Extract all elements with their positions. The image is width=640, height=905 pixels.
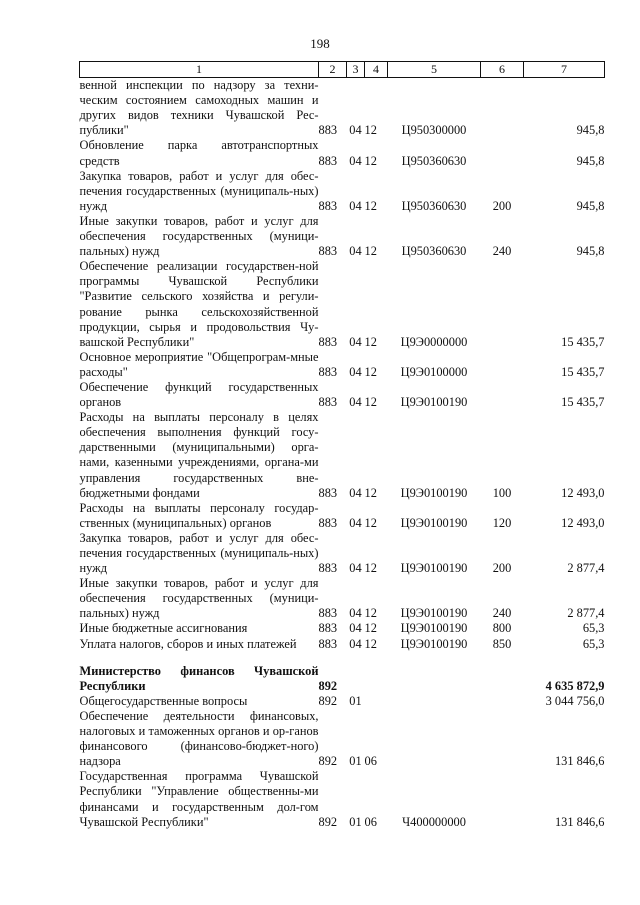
row-section: 04 xyxy=(349,244,362,259)
row-target-article: Ц9Э0000000 xyxy=(400,334,468,349)
row-ministry-code: 883 xyxy=(318,198,338,213)
row-description: Иные закупки товаров, работ и услуг для обеспечения государственных (муници-пальных) нужд xyxy=(79,576,319,621)
col-header: 4 xyxy=(365,62,388,78)
row-ministry-code: 883 xyxy=(318,153,338,168)
row-amount: 3 044 756,0 xyxy=(545,693,605,708)
row-ministry-code: 883 xyxy=(318,621,338,636)
row-ministry-code: 883 xyxy=(318,244,338,259)
table-spacer-row xyxy=(80,652,605,664)
table-row xyxy=(80,621,605,636)
row-description: Уплата налогов, сборов и иных платежей xyxy=(79,636,297,651)
row-section: 04 xyxy=(349,123,362,138)
table-row xyxy=(80,78,605,139)
row-subsection: 12 xyxy=(364,364,377,379)
row-target-article: Ц9Э0100190 xyxy=(400,606,468,621)
row-target-article: Ц950360630 xyxy=(401,153,467,168)
row-expense-type xyxy=(481,350,524,380)
row-target-article: Ц9Э0100190 xyxy=(400,485,468,500)
row-target-article: Ц950300000 xyxy=(401,123,467,138)
row-description: венной инспекции по надзору за техни-ческим состоянием самоходных машин и других видов техники Чувашской Рес-публики" xyxy=(79,78,319,138)
row-expense-type xyxy=(481,709,524,769)
row-subsection: 12 xyxy=(364,606,377,621)
row-description: Расходы на выплаты персоналу государ-ственных (муниципальных) органов xyxy=(79,500,319,530)
row-expense-type: 100 xyxy=(492,485,512,500)
row-expense-type xyxy=(481,664,524,694)
col-header: 7 xyxy=(524,62,605,78)
row-amount: 15 435,7 xyxy=(561,364,605,379)
table-header-row xyxy=(80,62,605,78)
row-section: 04 xyxy=(349,334,362,349)
table-row xyxy=(80,769,605,829)
row-amount: 945,8 xyxy=(576,198,605,213)
row-section: 04 xyxy=(349,395,362,410)
row-ministry-code: 892 xyxy=(318,754,338,769)
row-description: Обеспечение функций государственных органов xyxy=(79,379,319,410)
table-row xyxy=(80,709,605,769)
row-ministry-code: 883 xyxy=(318,485,338,500)
row-section: 01 xyxy=(349,693,362,708)
row-amount: 12 493,0 xyxy=(561,515,605,530)
row-ministry-code: 883 xyxy=(318,561,338,576)
row-description: Государственная программа Чувашской Республики "Управление общественны-ми финансами и государственным дол-гом Чувашской Республики" xyxy=(79,769,319,829)
row-description: Министерство финансов Чувашской Республики xyxy=(79,663,319,693)
row-ministry-code: 883 xyxy=(318,334,338,349)
row-ministry-code: 883 xyxy=(318,515,338,530)
row-subsection: 12 xyxy=(364,153,377,168)
table-row xyxy=(80,410,605,501)
row-amount: 945,8 xyxy=(576,153,605,168)
table-row xyxy=(80,169,605,214)
budget-table xyxy=(79,61,605,830)
row-amount: 131 846,6 xyxy=(554,754,605,769)
table-row xyxy=(80,138,605,168)
row-section: 04 xyxy=(349,153,362,168)
row-amount: 131 846,6 xyxy=(554,814,605,829)
row-section: 04 xyxy=(349,364,362,379)
table-row xyxy=(80,637,605,652)
row-ministry-code: 883 xyxy=(318,395,338,410)
row-expense-type: 200 xyxy=(492,198,512,213)
table-row xyxy=(80,380,605,410)
row-subsection: 12 xyxy=(364,636,377,651)
row-target-article: Ц9Э0100190 xyxy=(400,515,468,530)
col-header: 2 xyxy=(319,62,347,78)
row-expense-type xyxy=(481,259,524,350)
table-row xyxy=(80,259,605,350)
row-ministry-code: 883 xyxy=(318,364,338,379)
row-subsection: 12 xyxy=(364,395,377,410)
row-amount: 65,3 xyxy=(582,636,605,651)
row-description: Обеспечение деятельности финансовых, налоговых и таможенных органов и ор-ганов финансового (финансово-бюджет-ного) надзора xyxy=(79,708,319,769)
page-number: 198 xyxy=(310,36,330,51)
row-description: Обновление парка автотранспортных средств xyxy=(79,138,319,168)
table-row xyxy=(80,501,605,531)
row-ministry-code: 892 xyxy=(318,678,338,693)
table-row xyxy=(80,664,605,694)
table-row xyxy=(80,214,605,259)
row-description: Обеспечение реализации государствен-ной программы Чувашской Республики "Развитие сельского хозяйства и регули-рование рынка сельскохозяйственной продукции, сырья и продовольствия Чу-вашской Республики" xyxy=(79,259,319,349)
row-subsection xyxy=(365,664,388,694)
row-amount: 4 635 872,9 xyxy=(545,678,605,693)
table-row xyxy=(80,350,605,380)
row-target-article xyxy=(388,694,481,709)
row-section: 01 xyxy=(349,814,362,829)
row-target-article xyxy=(388,709,481,769)
row-amount: 2 877,4 xyxy=(567,606,605,621)
row-amount: 2 877,4 xyxy=(567,561,605,576)
row-target-article: Ц9Э0100190 xyxy=(400,561,468,576)
row-expense-type xyxy=(481,78,524,139)
row-expense-type: 120 xyxy=(492,515,512,530)
row-description: Закупка товаров, работ и услуг для обес-печения государственных (муниципаль-ных) нужд xyxy=(79,530,319,576)
spacer-cell xyxy=(80,652,605,664)
row-section: 04 xyxy=(349,621,362,636)
row-subsection: 12 xyxy=(364,621,377,636)
row-description: Закупка товаров, работ и услуг для обес-печения государственных (муниципаль-ных) нужд xyxy=(79,168,319,213)
row-target-article: Ц9Э0100190 xyxy=(400,395,468,410)
row-expense-type: 240 xyxy=(492,606,512,621)
col-header: 5 xyxy=(388,62,481,78)
row-ministry-code: 892 xyxy=(318,814,338,829)
row-target-article: Ц9Э0100000 xyxy=(400,364,468,379)
row-amount: 12 493,0 xyxy=(561,485,605,500)
row-subsection: 12 xyxy=(364,515,377,530)
row-target-article: Ц950360630 xyxy=(401,198,467,213)
row-subsection: 12 xyxy=(364,561,377,576)
row-expense-type: 850 xyxy=(492,636,512,651)
row-amount: 945,8 xyxy=(576,123,605,138)
row-amount: 65,3 xyxy=(582,621,605,636)
row-subsection: 06 xyxy=(364,814,377,829)
row-ministry-code: 883 xyxy=(318,636,338,651)
row-section: 04 xyxy=(349,515,362,530)
row-target-article: Ц950360630 xyxy=(401,244,467,259)
row-target-article: Ц9Э0100190 xyxy=(400,636,468,651)
row-subsection: 12 xyxy=(364,244,377,259)
row-expense-type xyxy=(481,694,524,709)
row-section: 04 xyxy=(349,561,362,576)
col-header: 3 xyxy=(347,62,365,78)
row-subsection: 12 xyxy=(364,123,377,138)
table-row xyxy=(80,694,605,709)
row-ministry-code: 892 xyxy=(318,693,338,708)
row-ministry-code: 883 xyxy=(318,606,338,621)
table-row xyxy=(80,576,605,621)
row-expense-type xyxy=(481,769,524,829)
row-expense-type xyxy=(481,138,524,168)
row-subsection: 06 xyxy=(364,754,377,769)
row-subsection: 12 xyxy=(364,334,377,349)
row-expense-type: 800 xyxy=(492,621,512,636)
row-ministry-code: 883 xyxy=(318,123,338,138)
row-description: Иные бюджетные ассигнования xyxy=(79,621,248,636)
row-amount: 945,8 xyxy=(576,244,605,259)
row-section: 01 xyxy=(349,754,362,769)
row-section xyxy=(347,664,365,694)
row-description: Основное мероприятие "Общепрограм-мные расходы" xyxy=(79,349,319,379)
row-expense-type: 240 xyxy=(492,244,512,259)
row-section: 04 xyxy=(349,606,362,621)
row-subsection xyxy=(365,694,388,709)
col-header: 6 xyxy=(481,62,524,78)
row-description: Расходы на выплаты персоналу в целях обеспечения выполнения функций госу-дарственными (муниципальными) орга-нами, казенными учреждениями, органа-ми управления государственных вне-бюджетными фондами xyxy=(79,410,319,500)
col-header: 1 xyxy=(80,62,319,78)
row-description: Общегосударственные вопросы xyxy=(79,693,248,708)
row-amount: 15 435,7 xyxy=(561,395,605,410)
table-row xyxy=(80,531,605,576)
row-target-article xyxy=(388,664,481,694)
row-subsection: 12 xyxy=(364,198,377,213)
row-section: 04 xyxy=(349,636,362,651)
row-section: 04 xyxy=(349,485,362,500)
row-target-article: Ч400000000 xyxy=(402,814,466,829)
row-section: 04 xyxy=(349,198,362,213)
row-subsection: 12 xyxy=(364,485,377,500)
row-expense-type: 200 xyxy=(492,561,512,576)
row-expense-type xyxy=(481,380,524,410)
row-description: Иные закупки товаров, работ и услуг для обеспечения государственных (муници-пальных) нужд xyxy=(79,213,319,259)
row-amount: 15 435,7 xyxy=(561,334,605,349)
row-target-article: Ц9Э0100190 xyxy=(400,621,468,636)
